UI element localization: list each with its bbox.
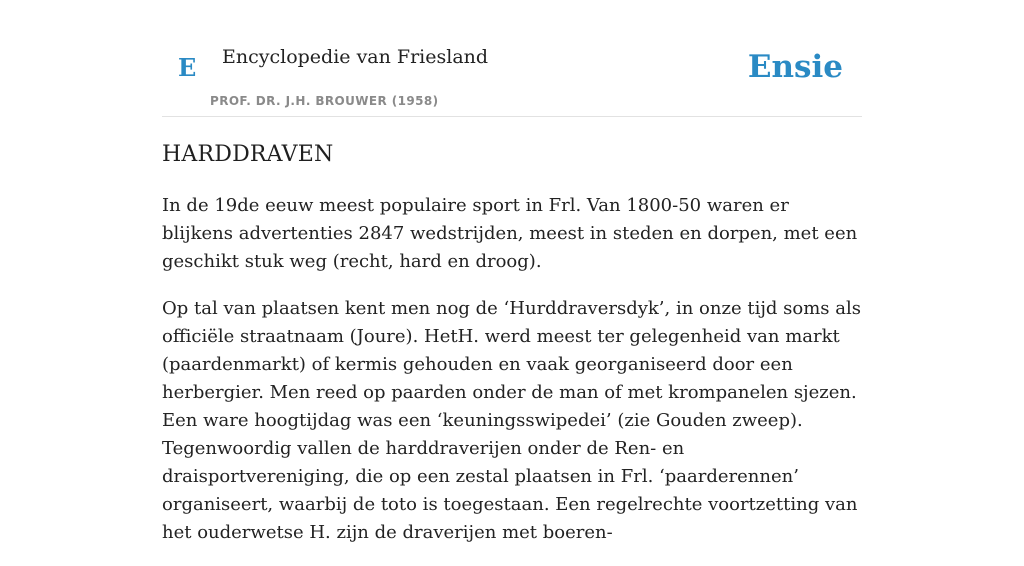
article-paragraph: In de 19de eeuw meest populaire sport in Frl. Van 1800-50 waren er blijkens advertenties 2847 wedstrijden, meest in steden en dorpen, met een geschikt stuk weg (recht, hard en droog).	[162, 195, 858, 272]
article-paragraph: Op tal van plaatsen kent men nog de ‘Hurddraversdyk’, in onze tijd soms als officiële straatnaam (Joure). HetH. werd meest ter gelegenheid van markt (paardenmarkt) of kermis gehouden en vaak georganiseerd door een herbergier. Men reed op paarden onder de man of met krompanelen sjezen. Een ware hoogtijdag was een ‘keuningsswipedei’ (zie Gouden zweep). Tegenwoordig vallen de harddraverijen onder de Ren- en draisportvereniging, die op een zestal plaatsen in Frl. ‘paarderennen’ organiseert, waarbij de toto is toegestaan. Een regelrechte voortzetting van het ouderwetse H. zijn de draverijen met boeren-	[162, 298, 861, 543]
article-body	[162, 192, 862, 566]
header	[162, 0, 862, 117]
page	[162, 0, 862, 543]
book-author: PROF. DR. J.H. BROUWER (1958)	[210, 94, 439, 108]
book-logo[interactable]: E	[178, 53, 197, 82]
book-title[interactable]: Encyclopedie van Friesland	[222, 46, 489, 68]
brand-logo[interactable]: Ensie	[747, 49, 843, 85]
article-title: HARDDRAVEN	[162, 142, 334, 167]
